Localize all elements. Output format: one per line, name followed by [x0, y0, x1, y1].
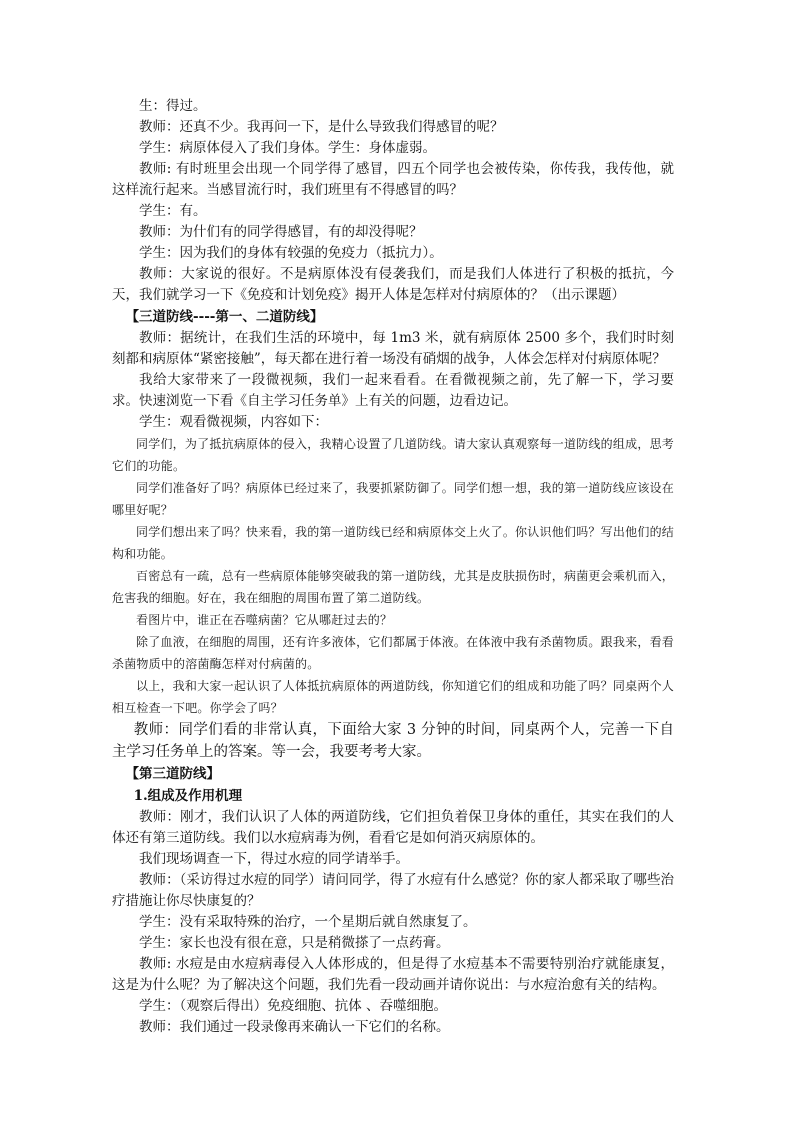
- paragraph: 教师: 有时班里会出现一个同学得了感冒，四五个同学也会被传染，你传我，我传他，就这样流行起来。当感冒流行时，我们班里有不得感冒的吗？: [112, 161, 674, 198]
- paragraph: 教师：刚才，我们认识了人体的两道防线，它们担负着保卫身体的重任，其实在我们的人体还有第三道防线。我们以水痘病毒为例，看看它是如何消灭病原体的。: [112, 809, 674, 846]
- subsection-heading: 1.组成及作用机理: [133, 788, 243, 804]
- paragraph: 教师：我们通过一段录像再来确认一下它们的名称。: [139, 1019, 450, 1035]
- document-body: [112, 96, 674, 1038]
- paragraph: 生：得过。: [139, 98, 207, 114]
- paragraph: 学生：没有采取特殊的治疗，一个星期后就自然康复了。: [139, 914, 477, 930]
- paragraph: 学生：观看微视频，内容如下：: [139, 414, 328, 430]
- paragraph: 学生：家长也没有很在意，只是稍微搽了一点药膏。: [139, 935, 450, 951]
- video-script-paragraph: 百密总有一疏，总有一些病原体能够突破我的第一道防线，尤其是皮肤损伤时，病菌更会乘机而入，危害我的细胞。好在，我在细胞的周围布置了第二道防线。: [112, 569, 674, 605]
- video-script-paragraph: 以上，我和大家一起认识了人体抵抗病原体的两道防线，你知道它们的组成和功能了吗？同桌两个人相互检查一下吧。你学会了吗？: [112, 679, 674, 715]
- paragraph: 学生：（观察后得出）免疫细胞、抗体 、吞噬细胞。: [139, 998, 448, 1014]
- paragraph: 教师：大家说的很好。不是病原体没有侵袭我们，而是我们人体进行了积极的抵抗，今天，我们就学习一下《免疫和计划免疫》揭开人体是怎样对付病原体的？（出示课题）: [112, 266, 674, 303]
- paragraph: 教师: 水痘是由水痘病毒侵入人体形成的，但是得了水痘基本不需要特别治疗就能康复，这是为什么呢？为了解决这个问题，我们先看一段动画并请你说出：与水痘治愈有关的结构。: [112, 956, 674, 993]
- paragraph: 学生：因为我们的身体有较强的免疫力（抵抗力）。: [139, 245, 443, 261]
- video-script-paragraph: 同学们，为了抵抗病原体的侵入，我精心设置了几道防线。请大家认真观察每一道防线的组成，思考它们的功能。: [112, 437, 674, 473]
- section-heading: 【第三道防线】: [125, 766, 220, 782]
- section-heading: 【三道防线----第一、二道防线】: [125, 309, 324, 325]
- paragraph: 教师：（采访得过水痘的同学）请问同学，得了水痘有什么感觉？你的家人都采取了哪些治疗措施让你尽快康复的？: [112, 872, 674, 909]
- paragraph: 我们现场调查一下，得过水痘的同学请举手。: [139, 851, 409, 867]
- paragraph: 教师：据统计，在我们生活的环境中，每 1m3 米，就有病原体 2500 多个，我们时时刻刻都和病原体“紧密接触”，每天都在进行着一场没有硝烟的战争，人体会怎样对付病原体呢？: [112, 330, 674, 367]
- paragraph: 我给大家带来了一段微视频，我们一起来看看。在看微视频之前，先了解一下，学习要求。快速浏览一下看《自主学习任务单》上有关的问题，边看边记。: [112, 372, 674, 409]
- video-script-paragraph: 同学们想出来了吗？快来看，我的第一道防线已经和病原体交上火了。你认识他们吗？写出他们的结构和功能。: [112, 525, 674, 561]
- paragraph: 学生：有。: [139, 203, 207, 219]
- paragraph: 教师：为什们有的同学得感冒，有的却没得呢？: [139, 224, 423, 240]
- paragraph: 教师：还真不少。我再问一下，是什么导致我们得感冒的呢？: [139, 119, 504, 135]
- video-script-paragraph: 除了血液，在细胞的周围，还有许多液体，它们都属于体液。在体液中我有杀菌物质。跟我来，看看杀菌物质中的溶菌酶怎样对付病菌的。: [112, 635, 674, 671]
- paragraph: 教师：同学们看的非常认真，下面给大家 3 分钟的时间，同桌两个人，完善一下自主学习任务单上的答案。等一会，我要考考大家。: [112, 722, 674, 760]
- video-script-paragraph: 同学们准备好了吗？病原体已经过来了，我要抓紧防御了。同学们想一想，我的第一道防线应该设在哪里好呢？: [112, 481, 674, 517]
- paragraph: 学生：病原体侵入了我们身体。学生：身体虚弱。: [139, 140, 436, 156]
- video-script-paragraph: 看图片中，谁正在吞噬病菌？它从哪赶过去的？: [136, 613, 393, 627]
